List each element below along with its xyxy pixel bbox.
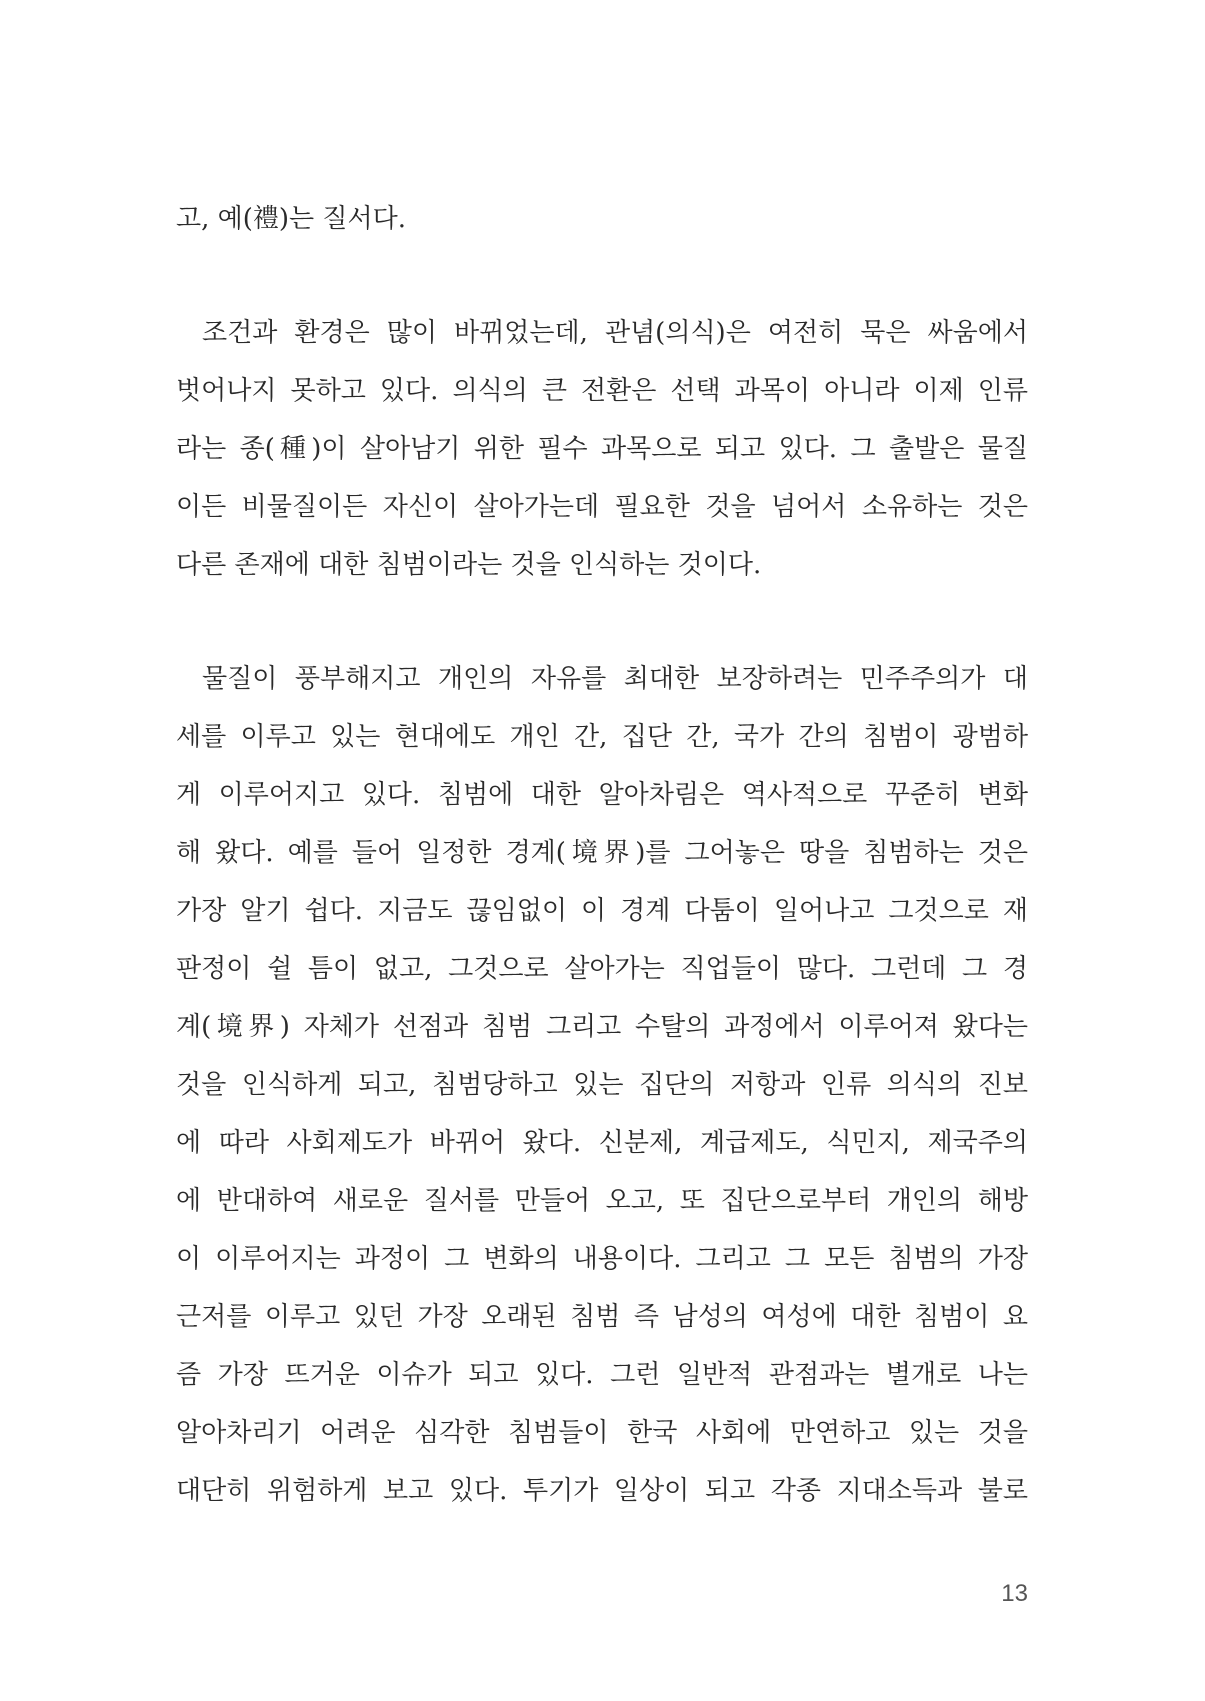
- text-line: 근저를 이루고 있던 가장 오래된 침범 즉 남성의 여성에 대한 침범이 요: [176, 1302, 1028, 1332]
- paragraph-gap: [176, 248, 1028, 304]
- paragraph-3: [176, 650, 1028, 1520]
- paragraph-gap: [176, 594, 1028, 650]
- text-line: 이 이루어지는 과정이 그 변화의 내용이다. 그리고 그 모든 침범의 가장: [176, 1244, 1028, 1274]
- text-line: 가장 알기 쉽다. 지금도 끊임없이 이 경계 다툼이 일어나고 그것으로 재: [176, 896, 1028, 926]
- text-line: 해 왔다. 예를 들어 일정한 경계(境界)를 그어놓은 땅을 침범하는 것은: [176, 838, 1028, 868]
- text-line: 조건과 환경은 많이 바뀌었는데, 관념(의식)은 여전히 묵은 싸움에서: [202, 318, 1028, 348]
- text-line: 다른 존재에 대한 침범이라는 것을 인식하는 것이다.: [176, 550, 762, 580]
- paragraph-1: [176, 190, 1028, 248]
- text-line: 것을 인식하게 되고, 침범당하고 있는 집단의 저항과 인류 의식의 진보: [176, 1070, 1028, 1100]
- text-line: 판정이 쉴 틈이 없고, 그것으로 살아가는 직업들이 많다. 그런데 그 경: [176, 954, 1028, 984]
- text-line: 라는 종(種)이 살아남기 위한 필수 과목으로 되고 있다. 그 출발은 물질: [176, 434, 1028, 464]
- text-line: 계(境界) 자체가 선점과 침범 그리고 수탈의 과정에서 이루어져 왔다는: [176, 1012, 1028, 1042]
- text-line: 에 반대하여 새로운 질서를 만들어 오고, 또 집단으로부터 개인의 해방: [176, 1186, 1028, 1216]
- text-line: 알아차리기 어려운 심각한 침범들이 한국 사회에 만연하고 있는 것을: [176, 1418, 1028, 1448]
- text-line: 고, 예(禮)는 질서다.: [176, 204, 407, 234]
- text-line: 대단히 위험하게 보고 있다. 투기가 일상이 되고 각종 지대소득과 불로: [176, 1476, 1028, 1506]
- page-number: 13: [1001, 1580, 1028, 1607]
- text-line: 이든 비물질이든 자신이 살아가는데 필요한 것을 넘어서 소유하는 것은: [176, 492, 1028, 522]
- text-line: 게 이루어지고 있다. 침범에 대한 알아차림은 역사적으로 꾸준히 변화: [176, 780, 1028, 810]
- text-line: 에 따라 사회제도가 바뀌어 왔다. 신분제, 계급제도, 식민지, 제국주의: [176, 1128, 1028, 1158]
- paragraph-2: [176, 304, 1028, 594]
- text-line: 세를 이루고 있는 현대에도 개인 간, 집단 간, 국가 간의 침범이 광범하: [176, 722, 1028, 752]
- text-line: 벗어나지 못하고 있다. 의식의 큰 전환은 선택 과목이 아니라 이제 인류: [176, 376, 1028, 406]
- text-line: 물질이 풍부해지고 개인의 자유를 최대한 보장하려는 민주주의가 대: [202, 664, 1028, 694]
- body-text: [176, 190, 1028, 1520]
- text-line: 즘 가장 뜨거운 이슈가 되고 있다. 그런 일반적 관점과는 별개로 나는: [176, 1360, 1028, 1390]
